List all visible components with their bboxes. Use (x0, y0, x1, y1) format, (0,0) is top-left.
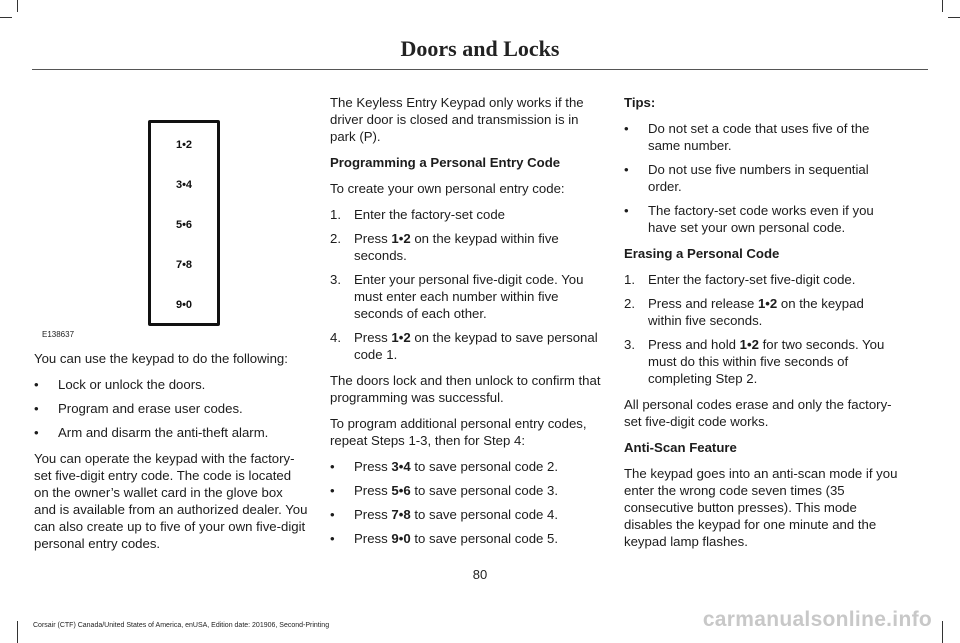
paragraph: The keypad goes into an anti-scan mode if you enter the wrong code seven times (35 consecutive button presses). This mode disables the keypad for one minute and the keypad lamp flashes. (624, 466, 898, 549)
list-item (624, 336, 898, 387)
list-number: 1. (624, 272, 635, 287)
list-text: Lock or unlock the doors. (58, 377, 206, 392)
list-text: Press (354, 330, 392, 345)
bullet-marker: • (624, 121, 629, 136)
list-number: 1. (330, 207, 341, 222)
list-item (624, 295, 898, 329)
list-text: Press (354, 459, 392, 474)
list-text: Enter the factory-set five-digit code. (648, 272, 856, 287)
keypad-key-9-0: 9•0 (175, 299, 193, 311)
paragraph: All personal codes erase and only the factory-set five-digit code works. (624, 397, 892, 429)
bullet-marker: • (330, 531, 335, 546)
key-label: 1•2 (757, 296, 778, 311)
crop-mark (942, 621, 943, 643)
page-number: 80 (472, 567, 488, 582)
list-text: Press (354, 231, 392, 246)
bullet-marker: • (34, 425, 39, 440)
column-2 (330, 94, 604, 556)
list-item (624, 120, 898, 154)
paragraph: To create your own personal entry code: (330, 181, 565, 196)
list-item (330, 482, 604, 499)
paragraph: The Keyless Entry Keypad only works if the driver door is closed and transmission is in park (P). (330, 95, 584, 144)
list-text: Enter your personal five-digit code. You must enter each number within five seconds of each other. (354, 272, 584, 321)
column-3 (624, 94, 898, 559)
list-text: Do not set a code that uses five of the same number. (648, 121, 870, 153)
list-item (330, 530, 604, 547)
list-text: on the keypad within five seconds. (648, 296, 864, 328)
key-label: 1•2 (391, 330, 411, 345)
column-1 (34, 350, 308, 561)
list-text: for two seconds. You must do this within five seconds of completing Step 2. (648, 337, 885, 386)
keypad-illustration (148, 120, 220, 326)
key-label: 1•2 (739, 337, 759, 352)
bullet-marker: • (34, 377, 39, 392)
crop-mark (942, 0, 943, 12)
list-item (330, 206, 604, 223)
list-item (624, 161, 898, 195)
paragraph: The doors lock and then unlock to confirm that programming was successful. (330, 373, 601, 405)
list-text: to save personal code 2. (410, 459, 559, 474)
list-text: to save personal code 3. (410, 483, 559, 498)
crop-mark (0, 17, 12, 18)
bullet-list (330, 458, 604, 547)
list-item (624, 202, 898, 236)
list-item (34, 376, 308, 393)
paragraph: You can use the keypad to do the following: (34, 351, 288, 366)
bullet-marker: • (34, 401, 39, 416)
list-item (330, 458, 604, 475)
list-number: 3. (624, 337, 635, 352)
section-heading: Erasing a Personal Code (624, 246, 780, 261)
title-divider (32, 69, 928, 70)
list-number: 2. (624, 296, 635, 311)
keypad-figure (32, 94, 306, 344)
crop-mark (17, 0, 18, 12)
bullet-marker: • (624, 162, 629, 177)
list-item (34, 424, 308, 441)
list-item (34, 400, 308, 417)
key-label: 7•8 (391, 507, 411, 522)
key-label: 1•2 (391, 231, 411, 246)
bullet-marker: • (330, 507, 335, 522)
crop-mark (17, 621, 18, 643)
keypad-key-7-8: 7•8 (175, 259, 193, 271)
numbered-list (624, 271, 898, 387)
footer-edition-text: Corsair (CTF) Canada/United States of America, enUSA, Edition date: 201906, Second-Printing (33, 622, 330, 629)
list-text: Press and release (648, 296, 758, 311)
keypad-key-3-4: 3•4 (175, 179, 193, 191)
bullet-list (624, 120, 898, 236)
crop-mark (948, 17, 960, 18)
list-text: Enter the factory-set code (354, 207, 505, 222)
list-item (330, 271, 604, 322)
list-text: Do not use five numbers in sequential order. (648, 162, 869, 194)
list-text: Press (354, 507, 392, 522)
section-heading: Tips: (624, 95, 656, 110)
list-text: Press and hold (648, 337, 740, 352)
bullet-marker: • (330, 459, 335, 474)
list-text: on the keypad within five seconds. (354, 231, 559, 263)
watermark: carmanualsonline.info (702, 608, 932, 631)
list-item (330, 230, 604, 264)
list-text: Arm and disarm the anti-theft alarm. (58, 425, 269, 440)
paragraph: To program additional personal entry codes, repeat Steps 1-3, then for Step 4: (330, 416, 587, 448)
list-item (330, 329, 604, 363)
page-title: Doors and Locks (400, 36, 560, 61)
section-heading: Programming a Personal Entry Code (330, 155, 561, 170)
list-text: to save personal code 5. (410, 531, 559, 546)
list-number: 3. (330, 272, 341, 287)
list-text: Press (354, 531, 392, 546)
numbered-list (330, 206, 604, 363)
paragraph: You can operate the keypad with the factory-set five-digit entry code. The code is located on the owner’s wallet card in the glove box and is available from an authorized dealer. You can also create up to five of your own five-digit personal entry codes. (34, 451, 308, 551)
key-label: 9•0 (391, 531, 411, 546)
list-number: 4. (330, 330, 341, 345)
bullet-marker: • (330, 483, 335, 498)
list-text: Press (354, 483, 392, 498)
key-label: 3•4 (391, 459, 411, 474)
section-heading: Anti-Scan Feature (624, 440, 737, 455)
keypad-key-1-2: 1•2 (175, 139, 193, 151)
list-text: Program and erase user codes. (58, 401, 243, 416)
bullet-list (34, 376, 308, 441)
list-text: on the keypad to save personal code 1. (354, 330, 598, 362)
keypad-key-5-6: 5•6 (175, 219, 193, 231)
key-label: 5•6 (391, 483, 411, 498)
bullet-marker: • (624, 203, 629, 218)
list-item (624, 271, 898, 288)
list-text: to save personal code 4. (410, 507, 559, 522)
figure-id: E138637 (42, 330, 75, 339)
list-item (330, 506, 604, 523)
list-text: The factory-set code works even if you have set your own personal code. (648, 203, 874, 235)
list-number: 2. (330, 231, 341, 246)
